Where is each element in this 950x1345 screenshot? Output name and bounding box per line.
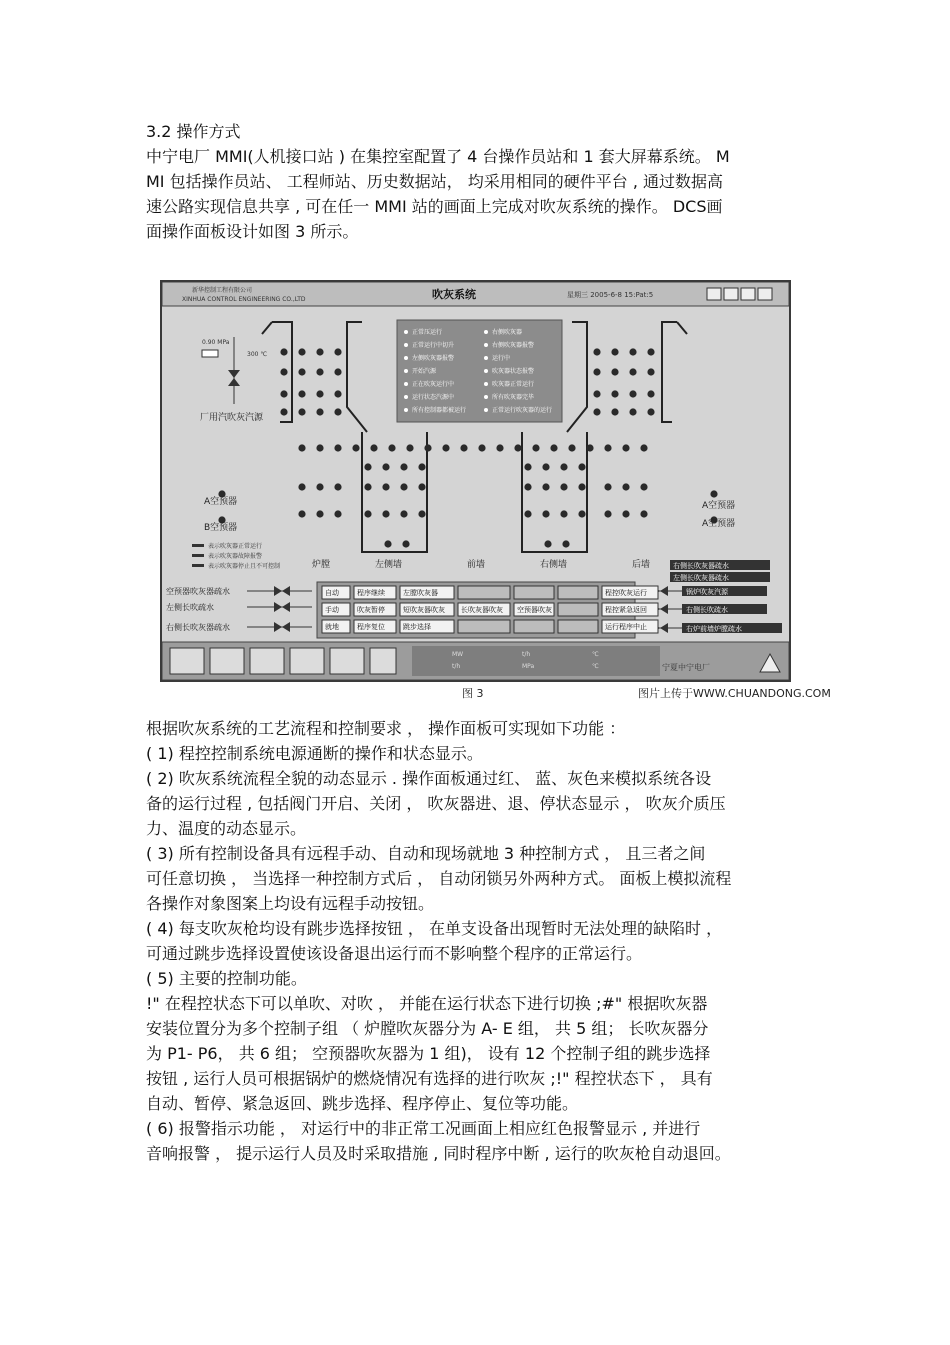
side-label-3: A空预器 <box>702 501 736 511</box>
feature-line: 备的运行过程 , 包括阀门开启、关闭 ， 吹灰器进、退、停状态显示 ， 吹灰介质压 <box>146 794 726 813</box>
sootblower-dot[interactable] <box>647 408 654 415</box>
sootblower-dot[interactable] <box>418 510 425 517</box>
sootblower-dot[interactable] <box>640 510 647 517</box>
red-label-2: 左侧长吹灰器疏水 <box>673 574 729 582</box>
sootblower-dot[interactable] <box>647 390 654 397</box>
menu-bullet-icon <box>484 356 488 360</box>
readout-unit: t/h <box>452 663 461 670</box>
features-intro: 根据吹灰系统的工艺流程和控制要求 ， 操作面板可实现如下功能 ： <box>146 719 626 738</box>
zone-label-2: 左侧墙 <box>375 560 403 570</box>
sootblower-dot[interactable] <box>334 510 341 517</box>
menu-item[interactable]: 所有吹灰器完毕 <box>492 394 535 401</box>
sootblower-dot[interactable] <box>400 483 407 490</box>
sootblower-dot[interactable] <box>593 390 600 397</box>
sootblower-dot[interactable] <box>622 444 629 451</box>
control-button[interactable] <box>558 603 598 616</box>
sootblower-dot[interactable] <box>562 540 569 547</box>
sootblower-dot[interactable] <box>622 483 629 490</box>
left-valves[interactable] <box>166 586 312 632</box>
sootblower-dot[interactable] <box>560 510 567 517</box>
control-button[interactable] <box>458 620 510 633</box>
sootblower-dot[interactable] <box>611 408 618 415</box>
sootblower-dot[interactable] <box>334 348 341 355</box>
menu-item[interactable]: 开始汽源 <box>412 368 437 375</box>
sootblower-dot[interactable] <box>388 444 395 451</box>
menu-item[interactable]: 右侧吹灰器 <box>492 329 523 336</box>
sootblower-dot[interactable] <box>542 483 549 490</box>
menu-bullet-icon <box>484 343 488 347</box>
sootblower-dot[interactable] <box>316 348 323 355</box>
header-company-en: XINHUA CONTROL ENGINEERING CO.,LTD <box>182 296 306 303</box>
sootblower-dot[interactable] <box>629 368 636 375</box>
menu-bullet-icon <box>404 395 408 399</box>
menu-bullet-icon <box>404 369 408 373</box>
menu-item[interactable]: 吹灰器状态报警 <box>492 368 535 375</box>
control-button-label: 长吹灰器吹灰 <box>461 606 503 614</box>
sootblower-dot[interactable] <box>316 390 323 397</box>
sootblower-dot[interactable] <box>316 510 323 517</box>
control-button-label: 吹灰暂停 <box>357 606 385 614</box>
sootblower-dot[interactable] <box>604 444 611 451</box>
sootblower-dot[interactable] <box>550 444 557 451</box>
sootblower-dot[interactable] <box>611 390 618 397</box>
feature-line: 安装位置分为多个控制子组 （ 炉膛吹灰器分为 A- E 组， 共 5 组； 长吹灰器分 <box>146 1019 709 1038</box>
sootblower-dot[interactable] <box>593 408 600 415</box>
sootblower-dot[interactable] <box>604 510 611 517</box>
control-button-label: 自动 <box>325 589 339 597</box>
control-button-label: 就地 <box>325 623 339 631</box>
sootblower-dot[interactable] <box>640 483 647 490</box>
intro-line-4: 面操作面板设计如图 3 所示。 <box>146 222 359 241</box>
sootblower-dot[interactable] <box>542 510 549 517</box>
sootblower-dot[interactable] <box>298 408 305 415</box>
sootblower-dot[interactable] <box>560 483 567 490</box>
sootblower-dot[interactable] <box>542 463 549 470</box>
sootblower-dot[interactable] <box>382 463 389 470</box>
right-valve-label-3: 右炉前墙炉膛疏水 <box>686 625 742 633</box>
control-button[interactable] <box>558 620 598 633</box>
figure-caption: 图 3 <box>462 687 484 700</box>
feature-line: 音响报警 ， 提示运行人员及时采取措施 , 同时程序中断 , 运行的吹灰枪自动退回。 <box>146 1144 731 1163</box>
control-button-label: 跳步选择 <box>403 623 431 631</box>
control-button[interactable] <box>514 620 554 633</box>
readout-unit: ℃ <box>592 663 599 670</box>
menu-bullet-icon <box>404 382 408 386</box>
sootblower-dot[interactable] <box>382 483 389 490</box>
sootblower-dot[interactable] <box>544 540 551 547</box>
feature-line: ( 1) 程控控制系统电源通断的操作和状态显示。 <box>146 744 483 763</box>
intro-line-2: MI 包括操作员站、 工程师站、历史数据站， 均采用相同的硬件平台 , 通过数据高 <box>146 172 724 191</box>
sootblower-dot[interactable] <box>400 510 407 517</box>
sootblower-dot[interactable] <box>611 368 618 375</box>
control-button-label: 短吹灰器吹灰 <box>403 606 445 614</box>
control-button[interactable] <box>514 586 554 599</box>
sootblower-dot[interactable] <box>316 444 323 451</box>
steam-source-label: 厂用汽吹灰汽源 <box>200 413 264 423</box>
sootblower-dot[interactable] <box>460 444 467 451</box>
sootblower-dot[interactable] <box>418 483 425 490</box>
sootblower-dot[interactable] <box>629 348 636 355</box>
menu-item[interactable]: 所有控制器都被运行 <box>412 407 467 414</box>
sootblower-dot[interactable] <box>298 348 305 355</box>
sootblower-dot[interactable] <box>524 510 531 517</box>
sootblower-dot[interactable] <box>334 444 341 451</box>
intro-line-3: 速公路实现信息共享 , 可在任一 MMI 站的画面上完成对吹灰系统的操作。 DCS画 <box>146 197 723 216</box>
sootblower-dot[interactable] <box>298 444 305 451</box>
valve-label-3: 右侧长吹灰器疏水 <box>166 623 230 632</box>
menu-item[interactable]: 右侧吹灰器报警 <box>492 342 535 349</box>
control-button-label: 程控紧急返回 <box>605 606 647 614</box>
feature-line: 可任意切换 ， 当选择一种控制方式后 ， 自动闭锁另外两种方式。 面板上模拟流程 <box>146 869 732 888</box>
sootblower-dot[interactable] <box>560 463 567 470</box>
menu-bullet-icon <box>484 408 488 412</box>
right-valve-label-1: 锅炉吹灰汽源 <box>686 588 728 596</box>
sootblower-dot[interactable] <box>496 444 503 451</box>
sootblower-dot[interactable] <box>280 408 287 415</box>
right-valve-label-2: 右侧长吹疏水 <box>686 606 728 614</box>
sootblower-dot[interactable] <box>316 483 323 490</box>
menu-bullet-icon <box>404 356 408 360</box>
side-label-1: A空预器 <box>204 497 238 507</box>
section-heading: 3.2 操作方式 <box>146 122 241 141</box>
sootblower-dot[interactable] <box>478 444 485 451</box>
zone-label-5: 后墙 <box>632 560 651 570</box>
menu-bullet-icon <box>484 369 488 373</box>
sootblower-dot[interactable] <box>316 368 323 375</box>
sootblower-dot[interactable] <box>298 510 305 517</box>
sootblower-dot[interactable] <box>298 483 305 490</box>
feature-line: ( 2) 吹灰系统流程全貌的动态显示 . 操作面板通过红、 蓝、灰色来模拟系统各设 <box>146 769 712 788</box>
control-button-label: 空预器吹灰 <box>517 606 552 614</box>
readout-unit: ℃ <box>592 651 599 658</box>
menu-item[interactable]: 正常运行中切升 <box>412 342 455 349</box>
readout-unit: MPa <box>522 663 535 670</box>
zone-label-3: 前墙 <box>467 560 486 570</box>
menu-bullet-icon <box>484 382 488 386</box>
sootblower-dot[interactable] <box>578 463 585 470</box>
intro-line-1: 中宁电厂 MMI(人机接口站 ) 在集控室配置了 4 台操作员站和 1 套大屏幕系统。 M <box>146 147 730 166</box>
control-button-label: 程序复位 <box>357 623 385 631</box>
header-company: 新华控制工程有限公司 <box>192 287 253 294</box>
control-button-label: 手动 <box>325 606 339 614</box>
control-button-label: 程序继续 <box>357 589 385 597</box>
feature-line: 可通过跳步选择设置使该设备退出运行而不影响整个程序的正常运行。 <box>146 944 643 963</box>
sootblower-dot[interactable] <box>524 463 531 470</box>
sootblower-dot[interactable] <box>298 390 305 397</box>
feature-line: ( 5) 主要的控制功能。 <box>146 969 307 988</box>
feature-line: ( 3) 所有控制设备具有远程手动、自动和现场就地 3 种控制方式 ， 且三者之间 <box>146 844 706 863</box>
sootblower-dot[interactable] <box>568 444 575 451</box>
legend-item-3: 表示吹灰器停止且不可控制 <box>208 563 281 570</box>
feature-line: ( 6) 报警指示功能 ， 对运行中的非正常工况画面上相应红色报警显示 , 并进行 <box>146 1119 701 1138</box>
legend-item-2: 表示吹灰器故障报警 <box>208 553 263 560</box>
bottom-logo: 宁夏中宁电厂 <box>662 663 710 672</box>
sootblower-dot[interactable] <box>418 463 425 470</box>
menu-item[interactable]: 正在吹灰运行中 <box>412 381 455 388</box>
sootblower-dot[interactable] <box>400 463 407 470</box>
zone-label-1: 炉膛 <box>312 560 331 570</box>
menu-item[interactable]: 运行状态汽源中 <box>412 394 455 401</box>
sootblower-dot[interactable] <box>334 390 341 397</box>
sootblower-dot[interactable] <box>364 463 371 470</box>
sootblower-dot[interactable] <box>280 348 287 355</box>
sootblower-dot[interactable] <box>370 444 377 451</box>
control-button[interactable] <box>558 586 598 599</box>
readout-unit: t/h <box>522 651 531 658</box>
sootblower-dot[interactable] <box>611 348 618 355</box>
menu-bullet-icon <box>484 395 488 399</box>
side-label-2: B空预器 <box>204 523 238 533</box>
sootblower-dot[interactable] <box>334 483 341 490</box>
sootblower-dot[interactable] <box>710 490 717 497</box>
menu-item[interactable]: 运行中 <box>492 355 511 362</box>
dcs-panel-svg <box>162 282 789 680</box>
menu-bullet-icon <box>484 330 488 334</box>
sootblower-dot[interactable] <box>382 510 389 517</box>
sootblower-dot[interactable] <box>364 510 371 517</box>
sootblower-dot[interactable] <box>280 368 287 375</box>
feature-line: 按钮 , 运行人员可根据锅炉的燃烧情况有选择的进行吹灰 ;!" 程控状态下 ， 具有 <box>146 1069 713 1088</box>
readout-unit: MW <box>452 651 464 658</box>
sootblower-dot[interactable] <box>629 408 636 415</box>
sootblower-dot[interactable] <box>629 390 636 397</box>
menu-bullet-icon <box>404 408 408 412</box>
sootblower-dot[interactable] <box>406 444 413 451</box>
sootblower-dot[interactable] <box>578 483 585 490</box>
control-button-grid[interactable] <box>322 586 658 633</box>
control-button-label: 程控吹灰运行 <box>605 589 647 597</box>
menu-item[interactable]: 左侧吹灰器报警 <box>412 355 455 362</box>
sootblower-dot[interactable] <box>280 390 287 397</box>
feature-line: 自动、暂停、紧急返回、跳步选择、程序停止、复位等功能。 <box>146 1094 579 1113</box>
valve-label-2: 左侧长吹疏水 <box>166 603 214 612</box>
feature-line: ( 4) 每支吹灰枪均设有跳步选择按钮 ， 在单支设备出现暂时无法处理的缺陷时 ， <box>146 919 723 938</box>
menu-item[interactable]: 正常运行吹灰器的运行 <box>492 407 553 414</box>
right-valves[interactable] <box>637 586 782 633</box>
sootblower-dot[interactable] <box>604 483 611 490</box>
valve-label-1: 空预器吹灰器疏水 <box>166 587 230 596</box>
pressure-value: 0.90 MPa <box>202 339 230 346</box>
zone-label-4: 右侧墙 <box>540 560 568 570</box>
feature-line: 各操作对象图案上均设有远程手动按钮。 <box>146 894 435 913</box>
sootblower-dot[interactable] <box>586 444 593 451</box>
control-button-label: 左膛吹灰器 <box>403 589 438 597</box>
sootblower-dot[interactable] <box>442 444 449 451</box>
sootblower-dot[interactable] <box>593 368 600 375</box>
control-button[interactable] <box>458 586 510 599</box>
control-button-label: 运行程序中止 <box>605 623 647 631</box>
sootblower-dot[interactable] <box>647 348 654 355</box>
sootblower-dot[interactable] <box>364 483 371 490</box>
sootblower-dot[interactable] <box>622 510 629 517</box>
header-status: 星期三 2005-6-8 15:Pat:5 <box>567 291 654 299</box>
feature-line: 力、温度的动态显示。 <box>146 819 307 838</box>
sootblower-dot[interactable] <box>578 510 585 517</box>
legend-item-1: 表示吹灰器正常运行 <box>208 543 263 550</box>
feature-line: 为 P1- P6， 共 6 组； 空预器吹灰器为 1 组)， 设有 12 个控制子组的跳步选择 <box>146 1044 711 1063</box>
dcs-panel-figure <box>160 280 791 682</box>
sootblower-dot[interactable] <box>334 368 341 375</box>
sootblower-dot[interactable] <box>640 444 647 451</box>
feature-line: !" 在程控状态下可以单吹、对吹 ， 并能在运行状态下进行切换 ;#" 根据吹灰器 <box>146 994 708 1013</box>
sootblower-dot[interactable] <box>647 368 654 375</box>
figure-source: 图片上传于WWW.CHUANDONG.COM <box>638 687 831 700</box>
sootblower-dot[interactable] <box>532 444 539 451</box>
menu-bullet-icon <box>404 343 408 347</box>
sootblower-dot[interactable] <box>352 444 359 451</box>
side-label-4: A空预器 <box>702 519 736 529</box>
sootblower-dot[interactable] <box>424 444 431 451</box>
header-title: 吹灰系统 <box>432 288 476 301</box>
sootblower-dot[interactable] <box>298 368 305 375</box>
sootblower-dot[interactable] <box>402 540 409 547</box>
sootblower-dot[interactable] <box>514 444 521 451</box>
sootblower-dot[interactable] <box>316 408 323 415</box>
legend <box>192 542 280 570</box>
sootblower-dot[interactable] <box>524 483 531 490</box>
red-label-1: 右侧长吹灰器疏水 <box>673 562 729 570</box>
sootblower-dot[interactable] <box>593 348 600 355</box>
bottom-icons[interactable] <box>170 648 396 674</box>
temp-value: 300 ℃ <box>247 351 268 358</box>
menu-bullet-icon <box>404 330 408 334</box>
sootblower-dot[interactable] <box>334 408 341 415</box>
menu-item[interactable]: 正常压运行 <box>412 329 443 336</box>
sootblower-dot[interactable] <box>384 540 391 547</box>
menu-item[interactable]: 吹灰器正常运行 <box>492 381 535 388</box>
